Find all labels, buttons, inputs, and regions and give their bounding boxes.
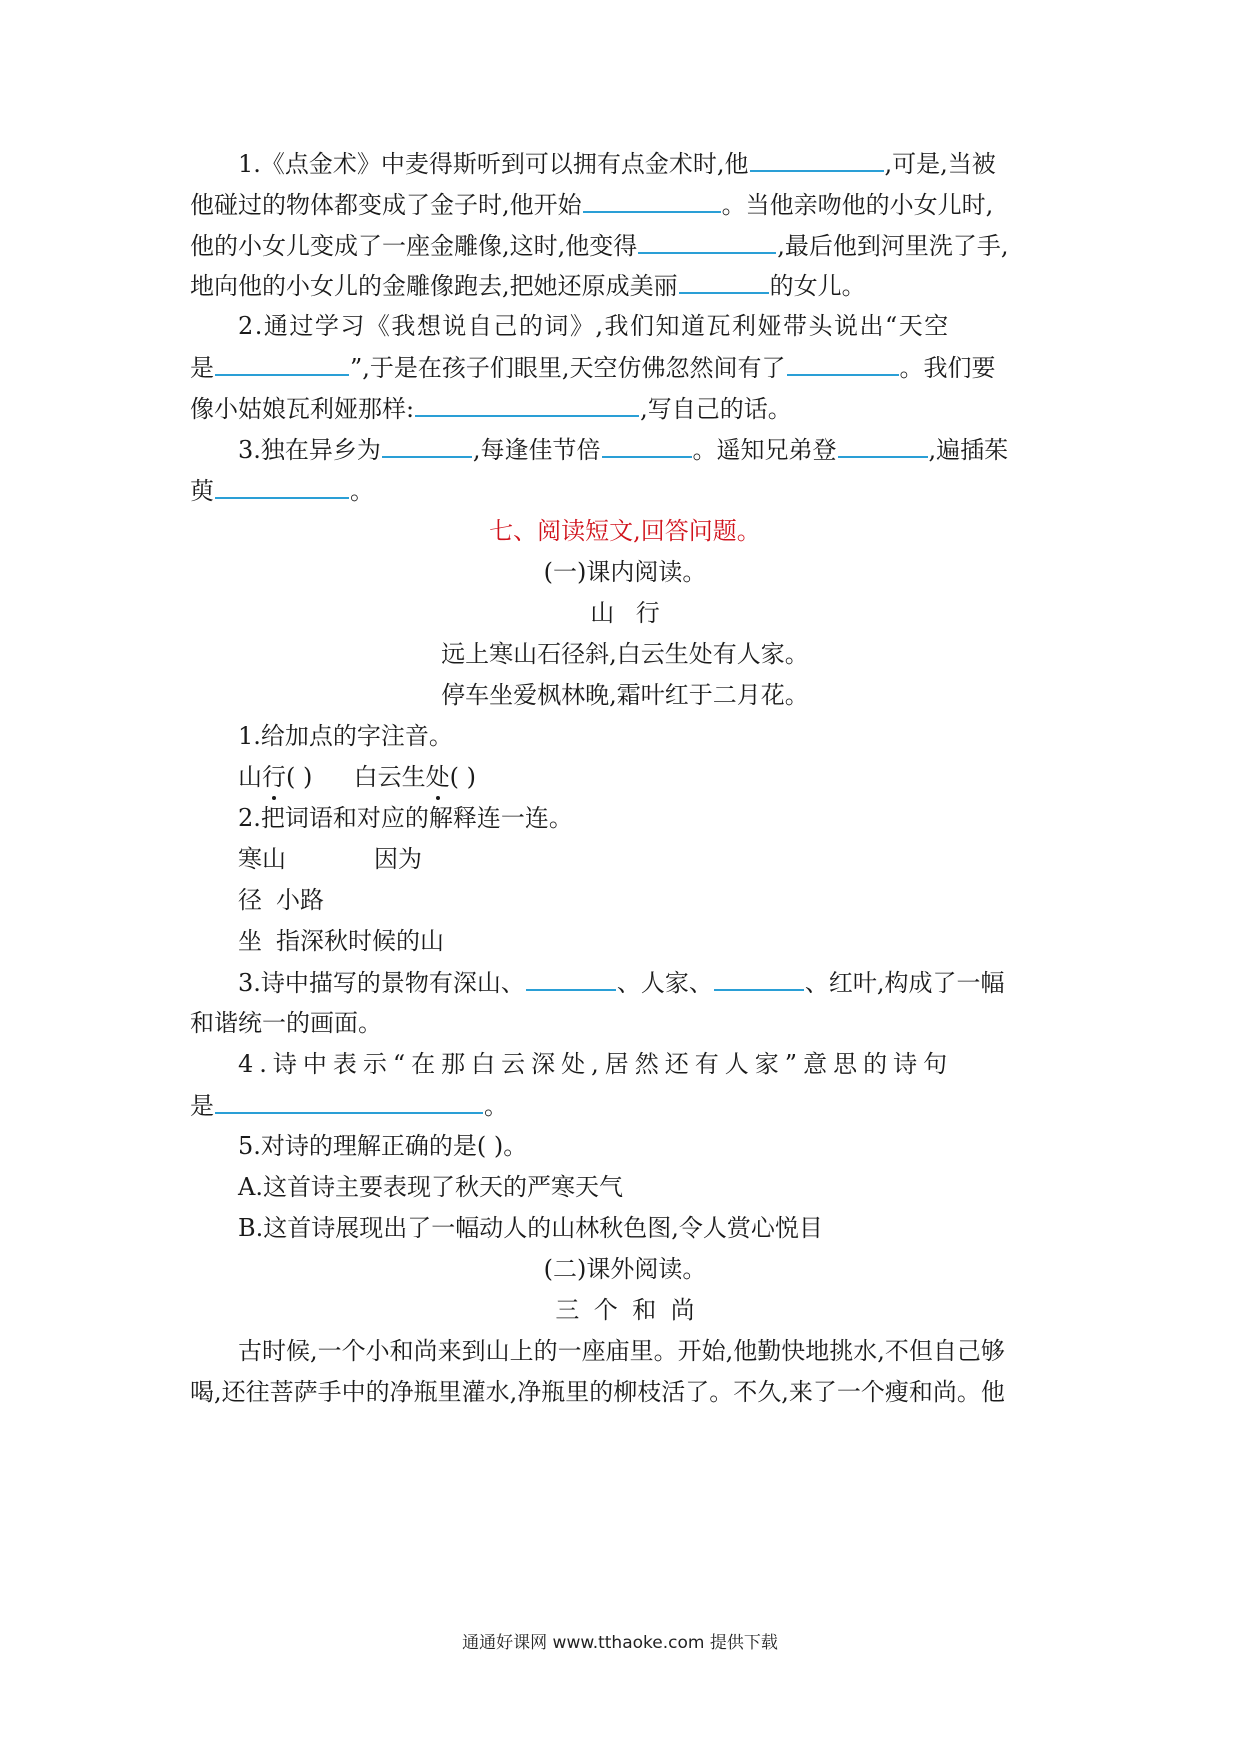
answer-blank[interactable]: [526, 965, 616, 991]
story-paragraph-line: 喝,还往菩萨手中的净瓶里灌水,净瓶里的柳枝活了。不久,来了一个瘦和尚。他: [190, 1378, 1005, 1406]
subheading-in-class: (一)课内阅读。: [543, 558, 707, 586]
pinyin-row: 山行( ) 白云生处( ): [190, 760, 1108, 794]
question-4-line2: 是 。: [190, 1088, 1060, 1122]
story-paragraph-line: 古时候,一个小和尚来到山上的一座庙里。开始,他勤快地挑水,不但自己够: [238, 1337, 1005, 1365]
match-meaning[interactable]: 小路: [276, 886, 324, 914]
q6-item3-line2: 萸 。: [190, 473, 1060, 507]
answer-blank[interactable]: [215, 473, 349, 499]
question-5: 5.对诗的理解正确的是( )。: [238, 1132, 528, 1160]
match-word[interactable]: 坐: [238, 927, 262, 955]
dotted-char: 行: [262, 760, 286, 794]
story-title: 三个和尚: [555, 1296, 709, 1324]
match-row[interactable]: [190, 883, 1108, 917]
option-a[interactable]: A.这首诗主要表现了秋天的严寒天气: [238, 1173, 623, 1201]
section-heading: 七、阅读短文,回答问题。: [489, 517, 761, 545]
question-4-line1: 4.诗中表示“在那白云深处,居然还有人家”意思的诗句: [238, 1050, 954, 1078]
answer-blank[interactable]: [382, 432, 472, 458]
q6-item2-line3: 像小姑娘瓦利娅那样: ,写自己的话。: [190, 391, 1060, 425]
answer-blank[interactable]: [838, 432, 928, 458]
answer-blank[interactable]: [215, 1088, 483, 1114]
answer-blank[interactable]: [415, 391, 639, 417]
q6-item1-line1: 1.《点金术》中麦得斯听到可以拥有点金术时,他 ,可是,当被: [190, 146, 1060, 180]
q6-item1-line2: 他碰过的物体都变成了金子时,他开始 。当他亲吻他的小女儿时,: [190, 187, 1060, 221]
answer-blank[interactable]: [215, 350, 349, 376]
question-3-line1: 3.诗中描写的景物有深山、 、人家、 、红叶,构成了一幅: [190, 965, 1060, 999]
question-1: 1.给加点的字注音。: [238, 722, 453, 750]
answer-blank[interactable]: [602, 432, 692, 458]
poem-title: 山行: [590, 599, 682, 627]
poem-line: 远上寒山石径斜,白云生处有人家。: [441, 640, 809, 668]
q6-item1-line3: 他的小女儿变成了一座金雕像,这时,他变得 ,最后他到河里洗了手,: [190, 228, 1060, 262]
answer-paren[interactable]: ( ): [286, 763, 313, 791]
q6-item2-line1: 2.通过学习《我想说自己的词》,我们知道瓦利娅带头说出“天空: [238, 312, 950, 340]
answer-blank[interactable]: [583, 187, 721, 213]
answer-blank[interactable]: [714, 965, 804, 991]
match-meaning[interactable]: 指深秋时候的山: [276, 927, 444, 955]
answer-blank[interactable]: [679, 268, 769, 294]
answer-blank[interactable]: [638, 228, 776, 254]
match-meaning[interactable]: 因为: [374, 845, 422, 873]
question-3-line2: 和谐统一的画面。: [190, 1009, 382, 1037]
footer-credit: 通通好课网 www.tthaoke.com 提供下载: [462, 1633, 778, 1653]
q6-item1-line4: 地向他的小女儿的金雕像跑去,把她还原成美丽 的女儿。: [190, 268, 1060, 302]
match-word[interactable]: 寒山: [238, 845, 286, 873]
option-b[interactable]: B.这首诗展现出了一幅动人的山林秋色图,令人赏心悦目: [238, 1214, 823, 1242]
q6-item3-line1: 3.独在异乡为 ,每逢佳节倍 。遥知兄弟登 ,遍插茱: [190, 432, 1060, 466]
question-2: 2.把词语和对应的解释连一连。: [238, 804, 573, 832]
dotted-char: 处: [426, 760, 450, 794]
poem-line: 停车坐爱枫林晚,霜叶红于二月花。: [441, 681, 809, 709]
answer-blank[interactable]: [750, 146, 884, 172]
match-row[interactable]: [190, 842, 1108, 876]
match-row[interactable]: [190, 924, 1108, 958]
answer-paren[interactable]: ( ): [449, 763, 476, 791]
subheading-extra: (二)课外阅读。: [543, 1255, 707, 1283]
match-word[interactable]: 径: [238, 886, 262, 914]
answer-blank[interactable]: [787, 350, 899, 376]
q6-item2-line2: 是 ”,于是在孩子们眼里,天空仿佛忽然间有了 。我们要: [190, 350, 1060, 384]
